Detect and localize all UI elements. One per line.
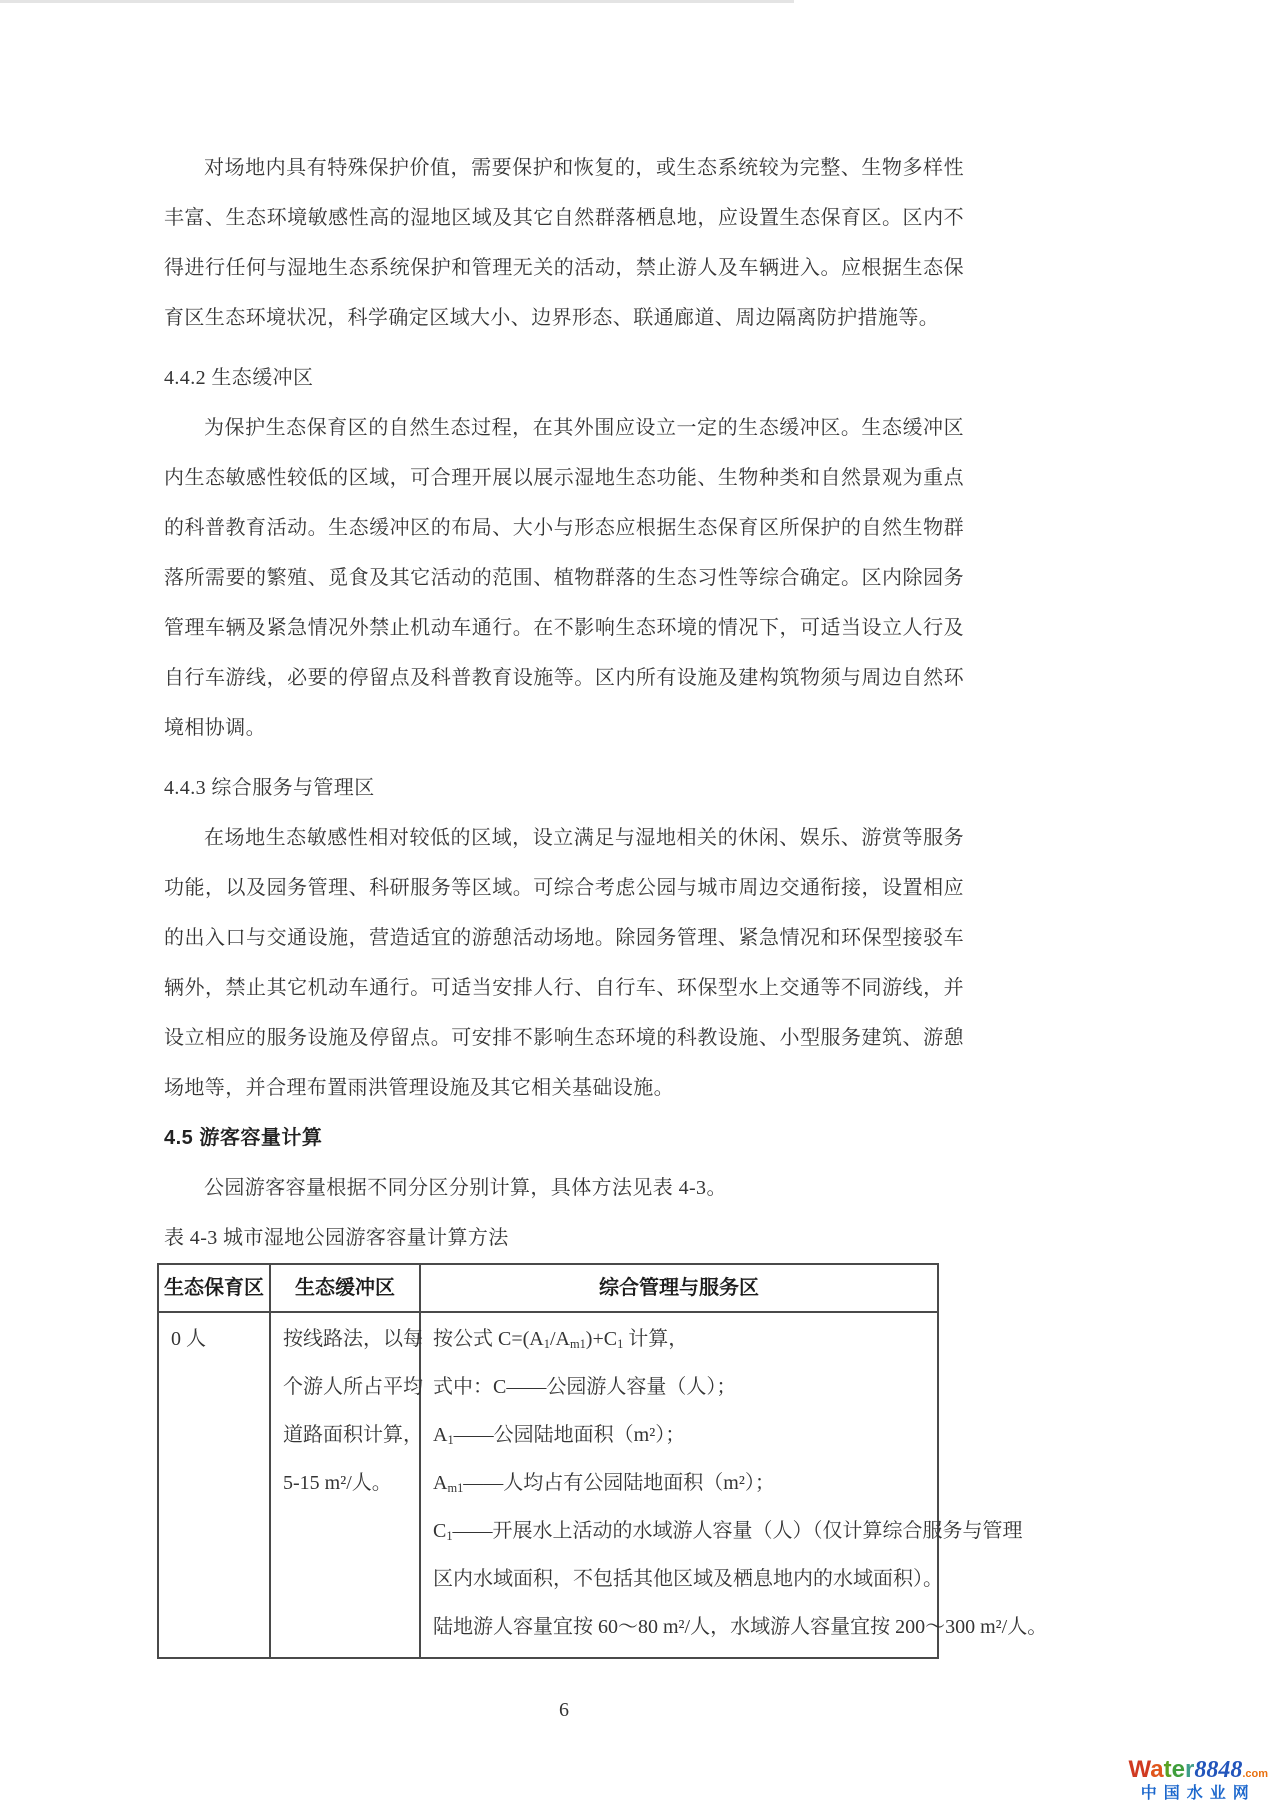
paragraph-service-management-area: 在场地生态敏感性相对较低的区域，设立满足与湿地相关的休闲、娱乐、游赏等服务功能，以及园务管理、科研服务等区域。可综合考虑公园与城市周边交通衔接，设置相应的出入口与交通设施，营造适宜的游憩活动场地。除园务管理、紧急情况和环保型接驳车辆外，禁止其它机动车通行。可适当安排人行、自行车、环保型水上交通等不同游线，并设立相应的服务设施及停留点。可安排不影响生态环境的科教设施、小型服务建筑、游憩场地等，并合理布置雨洪管理设施及其它相关基础设施。	[164, 827, 964, 1099]
watermark-logo: Water8848.com	[1128, 1756, 1268, 1783]
table-header-row	[158, 1264, 938, 1312]
table-caption: 表 4-3 城市湿地公园游客容量计算方法	[164, 1227, 509, 1249]
watermark	[1128, 1758, 1268, 1802]
cell-buffer-area: 按线路法，以每 个游人所占平均 道路面积计算， 5-15 m²/人。	[270, 1312, 420, 1658]
page-number: 6	[559, 1699, 569, 1721]
scan-artifact	[0, 0, 794, 3]
document-body	[164, 143, 1048, 1735]
cell-service-management-area: 按公式 $C=(A_1/A_{m1})+C_1$ 计算， 式中：C——公园游人容量（人）； $A_1——$公园陆地面积（m²）； $A_{m1}——$人均占有公园陆地面积（m²）； $C_1——$开展水上活动的水域游人容量（人）（仅计算综合服务与管理 区内水域面积，不包括其他区域及栖息地内的水域面积）。 陆地游人容量宜按 60～80 m²/人，水域游人容量宜按 200～300 m²/人。	[420, 1312, 938, 1658]
table-row	[158, 1312, 938, 1658]
section-heading-4-4-2: 4.4.2 生态缓冲区	[164, 367, 314, 389]
col-header-service-management-area: 综合管理与服务区	[420, 1264, 938, 1312]
col-header-conservation-area: 生态保育区	[158, 1264, 270, 1312]
cell-conservation-area: 0 人	[158, 1312, 270, 1658]
visitor-capacity-table	[157, 1263, 1048, 1659]
section-heading-4-5: 4.5 游客容量计算	[164, 1127, 323, 1149]
col-header-buffer-area: 生态缓冲区	[270, 1264, 420, 1312]
paragraph-buffer-area: 为保护生态保育区的自然生态过程，在其外围应设立一定的生态缓冲区。生态缓冲区内生态敏感性较低的区域，可合理开展以展示湿地生态功能、生物种类和自然景观为重点的科普教育活动。生态缓冲区的布局、大小与形态应根据生态保育区所保护的自然生物群落所需要的繁殖、觅食及其它活动的范围、植物群落的生态习性等综合确定。区内除园务管理车辆及紧急情况外禁止机动车通行。在不影响生态环境的情况下，可适当设立人行及自行车游线，必要的停留点及科普教育设施等。区内所有设施及建构筑物须与周边自然环境相协调。	[164, 417, 964, 739]
paragraph-conservation-area: 对场地内具有特殊保护价值，需要保护和恢复的，或生态系统较为完整、生物多样性丰富、生态环境敏感性高的湿地区域及其它自然群落栖息地，应设置生态保育区。区内不得进行任何与湿地生态系统保护和管理无关的活动，禁止游人及车辆进入。应根据生态保育区生态环境状况，科学确定区域大小、边界形态、联通廊道、周边隔离防护措施等。	[164, 157, 964, 329]
paragraph-visitor-capacity: 公园游客容量根据不同分区分别计算，具体方法见表 4-3。	[204, 1177, 727, 1199]
section-heading-4-4-3: 4.4.3 综合服务与管理区	[164, 777, 375, 799]
watermark-site-name: 中国水业网	[1140, 1785, 1256, 1802]
